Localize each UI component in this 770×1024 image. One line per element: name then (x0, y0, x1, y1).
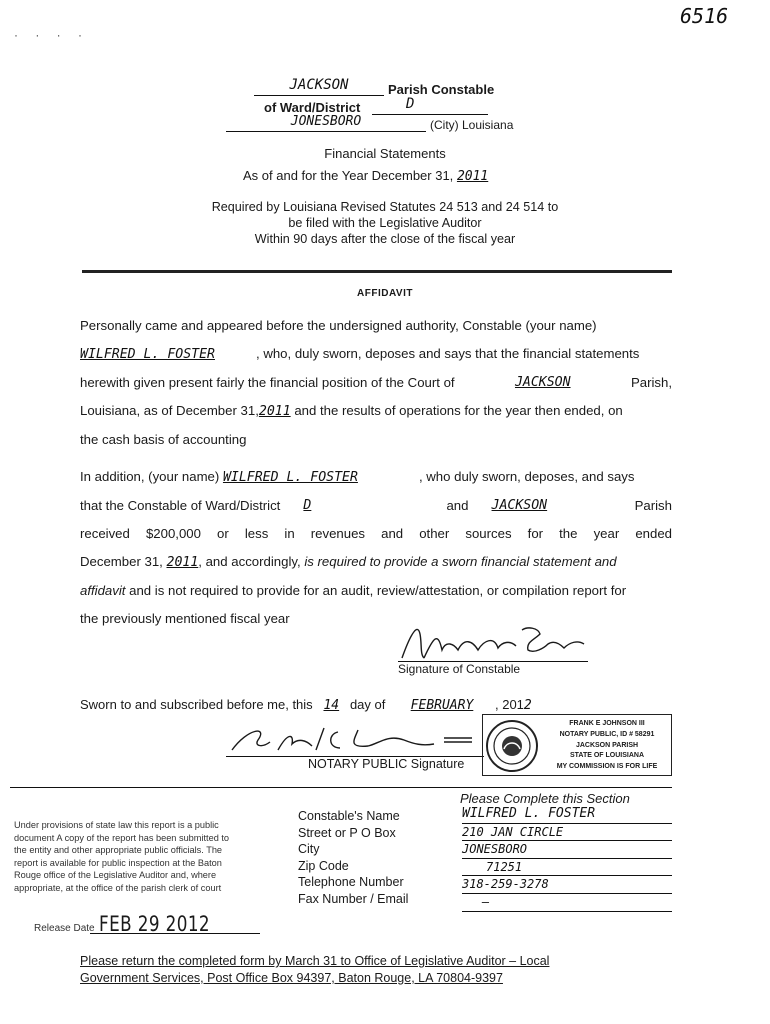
sworn-month: FEBRUARY (410, 698, 474, 713)
value-constable-name: WILFRED L. FOSTER (462, 806, 672, 824)
asof-year: 2011 (456, 169, 489, 184)
public-record-notice: Under provisions of state law this report is a public document A copy of the report has been submitted to the entity and other appropriate public officials. The report is available for public inspection at the Baton Rouge office of the Legislative Auditor and, where appropriate, at the office of the parish clerk of court (14, 820, 230, 893)
notary-seal-icon (485, 719, 539, 773)
ward-value-2: D (303, 498, 312, 513)
label-constable-name: Constable's Name (298, 809, 400, 823)
year-2: 2011 (166, 555, 199, 570)
affidavit-paragraph-1: Personally came and appeared before the undersigned authority, Constable (your name) WILFRED L. FOSTER , who, duly sworn, deposes and says that the financial statements herewith given present fairly the financial position of the Court of JACKSON Parish, Louisiana, as of December 31,2011 and the results of operations for the year then ended, on the cash basis of accounting (80, 318, 672, 447)
sworn-year-digit: 2 (523, 698, 532, 713)
year-1: 2011 (258, 404, 291, 419)
label-fax-email: Fax Number / Email (298, 891, 409, 906)
affidavit-heading: AFFIDAVIT (357, 288, 413, 299)
label-street: Street or P O Box (298, 825, 396, 840)
release-label: Release Date (34, 923, 95, 934)
label-zip: Zip Code (298, 858, 349, 873)
asof-line: As of and for the Year December 31, 2011 (243, 168, 489, 184)
value-fax-email: — (462, 894, 672, 912)
label-city: City (298, 842, 320, 857)
doc-title: Financial Statements (324, 146, 446, 161)
constable-name-1: WILFRED L. FOSTER (80, 347, 215, 362)
ward-label: of Ward/District (264, 100, 361, 115)
sworn-day: 14 (323, 698, 340, 713)
release-stamp: FEB 29 2012 (99, 912, 211, 936)
notary-label: NOTARY PUBLIC Signature (308, 757, 465, 771)
constable-signature (398, 620, 588, 664)
value-street: 210 JAN CIRCLE (462, 824, 672, 842)
corner-number: 6516 (680, 4, 729, 28)
label-telephone: Telephone Number (298, 875, 404, 890)
value-zip: 71251 (462, 859, 672, 877)
ward-value: D (406, 96, 415, 112)
separator-rule (82, 270, 672, 273)
city-value: JONESBORO (290, 114, 362, 129)
court-parish: JACKSON (514, 375, 571, 390)
notary-signature (228, 720, 482, 758)
scan-specks: · · · · (14, 28, 89, 42)
notary-stamp (482, 714, 672, 776)
info-heading: Please Complete this Section (460, 791, 630, 806)
parish-value: JACKSON (289, 77, 349, 93)
info-values (462, 806, 672, 912)
signature-label: Signature of Constable (398, 662, 521, 676)
requirement-text: Required by Louisiana Revised Statutes 24 513 and 24 514 to be filed with the Legislative Auditor Within 90 days after the close of the fiscal year (211, 200, 559, 246)
value-telephone: 318-259-3278 (462, 876, 672, 894)
parish-label: Parish Constable (388, 82, 495, 97)
value-city: JONESBORO (462, 841, 672, 859)
constable-name-2: WILFRED L. FOSTER (222, 470, 358, 485)
return-instructions: Please return the completed form by March 31 to Office of Legislative Auditor – Local Government Services, Post Office Box 94397, Baton Rouge, LA 70804-9397 (80, 954, 550, 985)
affidavit-paragraph-2: In addition, (your name) WILFRED L. FOSTER , who duly sworn, deposes, and says that the Constable of Ward/District D and JACKSON Parish received $200,000 or less in revenues and other sources for the year ended December 31, 2011, and accordingly, is required to provide a sworn financial statement and affidavit and is not required to provide for an audit, review/attestation, or compilation report for the previously mentioned fiscal year (80, 463, 672, 633)
city-label: (City) Louisiana (430, 118, 514, 132)
info-labels (298, 808, 408, 908)
parish-value-2: JACKSON (491, 498, 548, 513)
stamp-text: FRANK E JOHNSON III NOTARY PUBLIC, ID # 58291 JACKSON PARISH STATE OF LOUISIANA MY COMMISSION IS FOR LIFE (556, 720, 658, 771)
sworn-line: Sworn to and subscribed before me, this 14 day of FEBRUARY , 2012 (80, 697, 532, 713)
